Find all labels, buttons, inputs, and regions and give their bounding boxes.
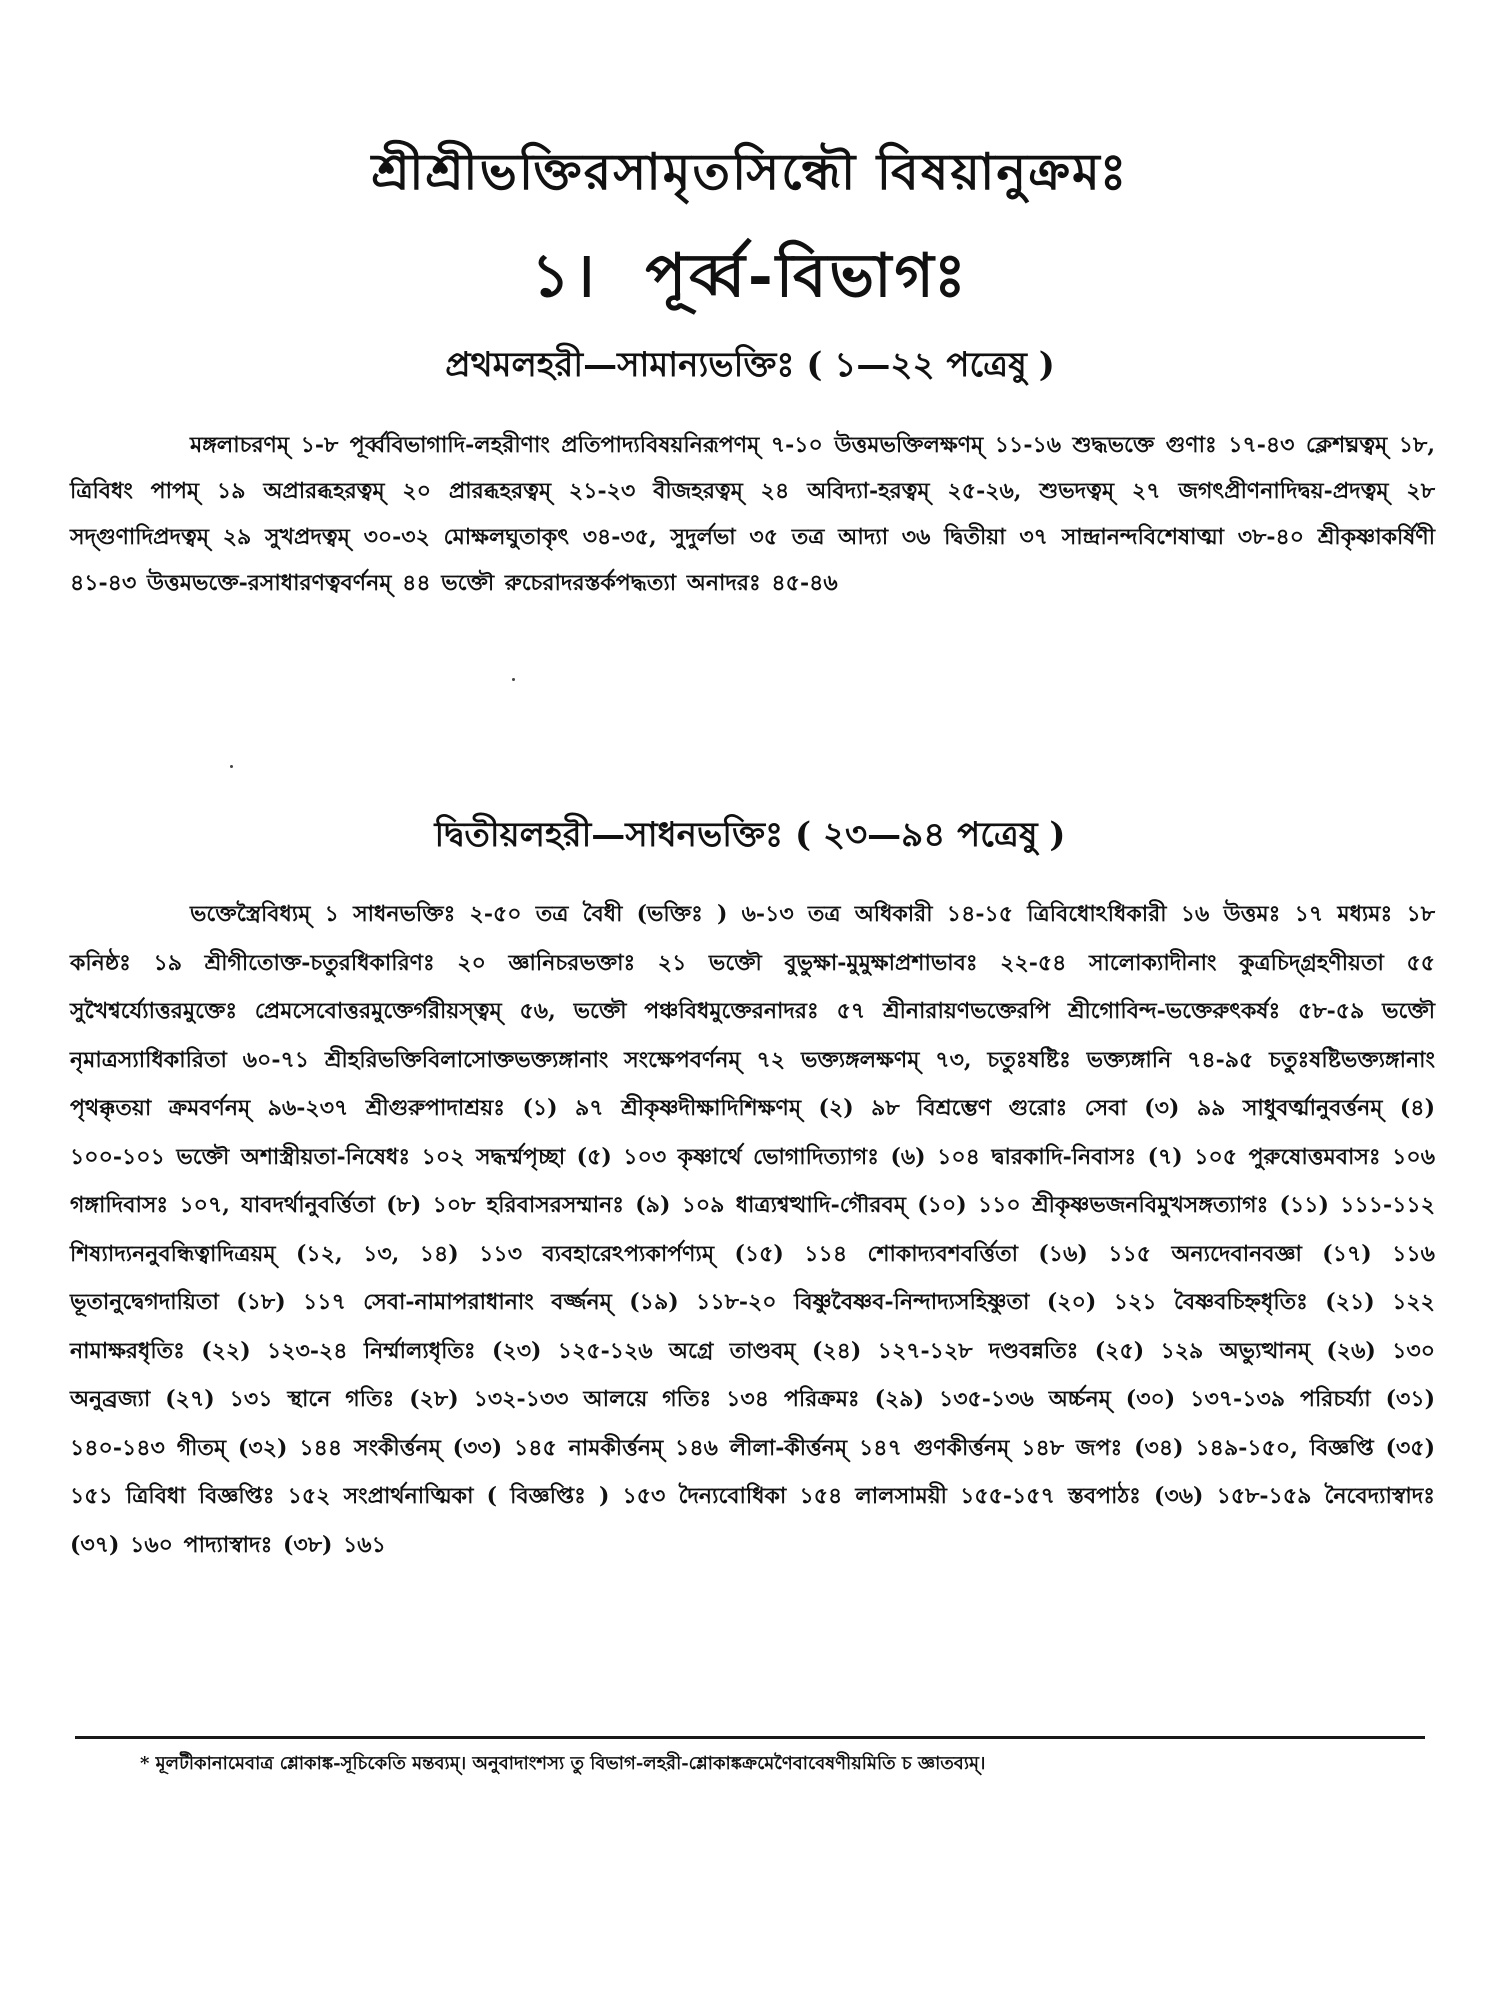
section-heading-second-lahari: দ্বিতীয়লহরী—সাধনভক্তিঃ ( ২৩—৯৪ পত্রেষু ) (434, 815, 1066, 855)
page-title: শ্রীশ্রীভক্তিরসামৃতসিন্ধৌ বিষয়ানুক্রমঃ (371, 142, 1129, 201)
section-body-first-lahari: মঙ্গলাচরণম্ ১-৮ পূর্ব্ববিভাগাদি-লহরীণাং প্রতিপাদ্যবিষয়নিরূপণম্ ৭-১০ উত্তমভক্তিলক্ষণম্ ১১-১৬ শুদ্ধভক্তে গুণাঃ ১৭-৪৩ ক্লেশঘ্নত্বম্ ১৮, ত্রিবিধং পাপম্ ১৯ অপ্রারব্ধহরত্বম্ ২০ প্রারব্ধহরত্বম্ ২১-২৩ বীজহরত্বম্ ২৪ অবিদ্যা-হরত্বম্ ২৫-২৬, শুভদত্বম্ ২৭ জগৎপ্রীণনাদিদ্বয়-প্রদত্বম্ ২৮ সদ্গুণাদিপ্রদত্বম্ ২৯ সুখপ্রদত্বম্ ৩০-৩২ মোক্ষলঘুতাকৃৎ ৩৪-৩৫, সুদুর্লভা ৩৫ তত্র আদ্যা ৩৬ দ্বিতীয়া ৩৭ সান্দ্রানন্দবিশেষাত্মা ৩৮-৪০ শ্রীকৃষ্ণাকর্ষিণী ৪১-৪৩ উত্তমভক্তে-রসাধারণত্ববর্ণনম্ ৪৪ ভক্তৌ রুচেরাদরস্তর্কপদ্ধত্যা অনাদরঃ ৪৫-৪৬ (70, 432, 1436, 596)
print-speck (230, 765, 233, 768)
part-heading (160, 240, 1340, 312)
part-title: পূর্ব্ব-বিভাগঃ (645, 241, 969, 311)
section-body-second-lahari: ভক্তেস্ত্রৈবিধ্যম্ ১ সাধনভক্তিঃ ২-৫০ তত্র বৈধী (ভক্তিঃ ) ৬-১৩ তত্র অধিকারী ১৪-১৫ ত্রিবিধোঽধিকারী ১৬ উত্তমঃ ১৭ মধ্যমঃ ১৮ কনিষ্ঠঃ ১৯ শ্রীগীতোক্ত-চতুরধিকারিণঃ ২০ জ্ঞানিচরভক্তাঃ ২১ ভক্তৌ বুভুক্ষা-মুমুক্ষাপ্রশাভাবঃ ২২-৫৪ সালোক্যাদীনাং কুত্রচিদ্গ্রহণীয়তা ৫৫ সুখৈশ্বর্য্যোত্তরমুক্তেঃ প্রেমসেবোত্তরমুক্তের্গরীয়স্ত্বম্ ৫৬, ভক্তৌ পঞ্চবিধমুক্তেরনাদরঃ ৫৭ শ্রীনারায়ণভক্তেরপি শ্রীগোবিন্দ-ভক্তেরুৎকর্ষঃ ৫৮-৫৯ ভক্তৌ নৃমাত্রস্যাধিকারিতা ৬০-৭১ শ্রীহরিভক্তিবিলাসোক্তভক্ত্যঙ্গানাং সংক্ষেপবর্ণনম্ ৭২ ভক্ত্যঙ্গলক্ষণম্ ৭৩, চতুঃষষ্টিঃ ভক্ত্যঙ্গানি ৭৪-৯৫ চতুঃষষ্টিভক্ত্যঙ্গানাং পৃথক্কৃতয়া ক্রমবর্ণনম্ ৯৬-২৩৭ শ্রীগুরুপাদাশ্রয়ঃ (১) ৯৭ শ্রীকৃষ্ণদীক্ষাদিশিক্ষণম্ (২) ৯৮ বিশ্রম্ভেণ গুরোঃ সেবা (৩) ৯৯ সাধুবর্ত্মানুবর্ত্তনম্ (৪) ১০০-১০১ ভক্তৌ অশাস্ত্রীয়তা-নিষেধঃ ১০২ সদ্ধর্ম্মপৃচ্ছা (৫) ১০৩ কৃষ্ণার্থে ভোগাদিত্যাগঃ (৬) ১০৪ দ্বারকাদি-নিবাসঃ (৭) ১০৫ পুরুষোত্তমবাসঃ ১০৬ গঙ্গাদিবাসঃ ১০৭, যাবদর্থানুবর্ত্তিতা (৮) ১০৮ হরিবাসরসম্মানঃ (৯) ১০৯ ধাত্র্যশ্বত্থাদি-গৌরবম্ (১০) ১১০ শ্রীকৃষ্ণভজনবিমুখসঙ্গত্যাগঃ (১১) ১১১-১১২ শিষ্যাদ্যননুবন্ধিত্বাদিত্রয়ম্ (১২, ১৩, ১৪) ১১৩ ব্যবহারেঽপ্যকার্পণ্যম্ (১৫) ১১৪ শোকাদ্যবশবর্ত্তিতা (১৬) ১১৫ অন্যদেবানবজ্ঞা (১৭) ১১৬ ভূতানুদ্বেগদায়িতা (১৮) ১১৭ সেবা-নামাপরাধানাং বর্জ্জনম্ (১৯) ১১৮-২০ বিষ্ণুবৈষ্ণব-নিন্দাদ্যসহিষ্ণুতা (২০) ১২১ বৈষ্ণবচিহ্নধৃতিঃ (২১) ১২২ নামাক্ষরধৃতিঃ (২২) ১২৩-২৪ নির্ম্মাল্যধৃতিঃ (২৩) ১২৫-১২৬ অগ্রে তাণ্ডবম্ (২৪) ১২৭-১২৮ দণ্ডবন্নতিঃ (২৫) ১২৯ অভ্যুত্থানম্ (২৬) ১৩০ অনুব্রজ্যা (২৭) ১৩১ স্থানে গতিঃ (২৮) ১৩২-১৩৩ আলয়ে গতিঃ ১৩৪ পরিক্রমঃ (২৯) ১৩৫-১৩৬ অর্চ্চনম্ (৩০) ১৩৭-১৩৯ পরিচর্য্যা (৩১) ১৪০-১৪৩ গীতম্ (৩২) ১৪৪ সংকীর্ত্তনম্ (৩৩) ১৪৫ নামকীর্ত্তনম্ ১৪৬ লীলা-কীর্ত্তনম্ ১৪৭ গুণকীর্ত্তনম্ ১৪৮ জপঃ (৩৪) ১৪৯-১৫০, বিজ্ঞপ্তি (৩৫) ১৫১ ত্রিবিধা বিজ্ঞপ্তিঃ ১৫২ সংপ্রার্থনাত্মিকা ( বিজ্ঞপ্তিঃ ) ১৫৩ দৈন্যবোধিকা ১৫৪ লালসাময়ী ১৫৫-১৫৭ স্তবপাঠঃ (৩৬) ১৫৮-১৫৯ নৈবেদ্যাস্বাদঃ (৩৭) ১৬০ পাদ্যাস্বাদঃ (৩৮) ১৬১ (70, 901, 1435, 1558)
footnote-divider (75, 1736, 1425, 1739)
section-heading-first-lahari: প্রথমলহরী—সামান্যভক্তিঃ ( ১—২২ পত্রেষু ) (445, 345, 1055, 385)
part-number: ১। (531, 241, 598, 311)
footnote: * মূলটীকানামেবাত্র শ্লোকাঙ্ক-সূচিকেতি মন্তব্যম্। অনুবাদাংশস্য তু বিভাগ-লহরী-শ্লোকাঙ্কক্রমেণৈবাবেষণীয়মিতি চ জ্ঞাতব্যম্। (140, 1753, 986, 1774)
print-speck (512, 678, 515, 681)
